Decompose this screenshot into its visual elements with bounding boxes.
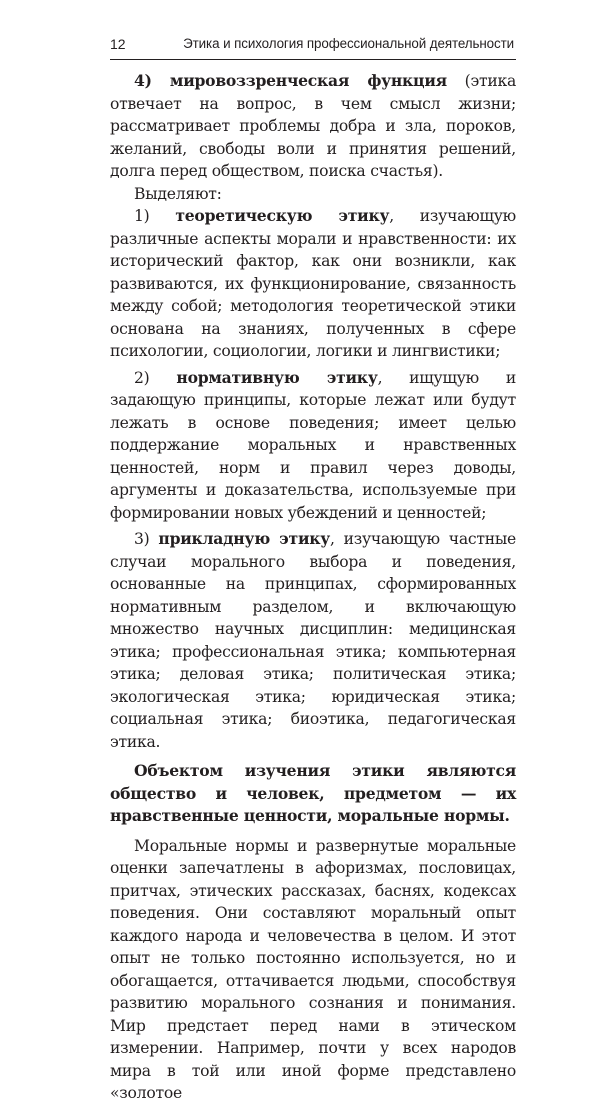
- term-theoretical-ethics: теоретическую этику: [175, 206, 390, 225]
- paragraph-text: Выделяют:: [134, 184, 222, 203]
- term-normative-ethics: нормативную этику: [176, 367, 378, 387]
- paragraph-worldview-function: [110, 70, 516, 183]
- term-worldview-function: 4) мировоззренческая функция: [134, 71, 447, 90]
- paragraph-text: , ищущую и задающую принципы, которые лежат или будут лежать в основе поведения; имеет целью поддержание моральных и нравственных ценностей, норм и правил через доводы, аргументы и доказательства, используемые при формировании новых убеждений и ценностей;: [110, 368, 517, 522]
- list-number: 1): [134, 207, 176, 225]
- paragraph-moral-norms: [110, 835, 516, 1105]
- paragraph-text: Объектом изучения этики являются общество и человек, предметом — их нравственные ценности, моральные нормы.: [110, 761, 516, 825]
- paragraph-text: (этика отвечает на вопрос, в чем смысл жизни; рассматривает проблемы добра и зла, пороков, желаний, свободы воли и принятия решений, долга перед обществом, поиска счастья).: [110, 72, 517, 180]
- term-applied-ethics: прикладную этику: [158, 529, 331, 548]
- paragraph-text: Моральные нормы и развернутые моральные оценки запечатлены в афоризмах, пословицах, притчах, этических рассказах, баснях, кодексах поведения. Они составляют моральный опыт каждого народа и человечества в целом. И этот опыт не только постоянно используется, но и обогащается, оттачивается людьми, способствуя развитию морального сознания и понимания. Мир предстает перед нами в этическом измерении. Например, почти у всех народов мира в той или иной форме представлено «золотое: [110, 836, 516, 1102]
- list-number: 2): [134, 368, 177, 387]
- page-header: [110, 33, 516, 60]
- paragraph-theoretical-ethics: [110, 205, 516, 363]
- paragraph-normative-ethics: [110, 367, 516, 525]
- paragraph-text: , изучающую частные случаи морального выбора и поведения, основанные на принципах, сформированных нормативным разделом, и включающую множество научных дисциплин: медицинская этика; профессиональная этика; компьютерная этика; деловая этика; политическая этика; экологическая этика; юридическая этика; социальная этика; биоэтика, педагогическая этика.: [110, 530, 517, 751]
- paragraph-distinguish: [110, 183, 516, 206]
- paragraph-text: , изучающую различные аспекты морали и нравственности: их исторический фактор, как они возникли, как развиваются, их функционирование, связанность между собой; методология теоретической этики основана на знаниях, полученных в сфере психологии, социологии, логики и лингвистики;: [110, 207, 517, 360]
- paragraph-applied-ethics: [110, 528, 516, 753]
- running-title: Этика и психология профессиональной деятельности: [183, 36, 514, 51]
- paragraph-object-subject: [110, 760, 516, 828]
- page-body: [110, 70, 516, 1105]
- list-number: 3): [134, 530, 159, 548]
- page-number: 12: [110, 36, 126, 52]
